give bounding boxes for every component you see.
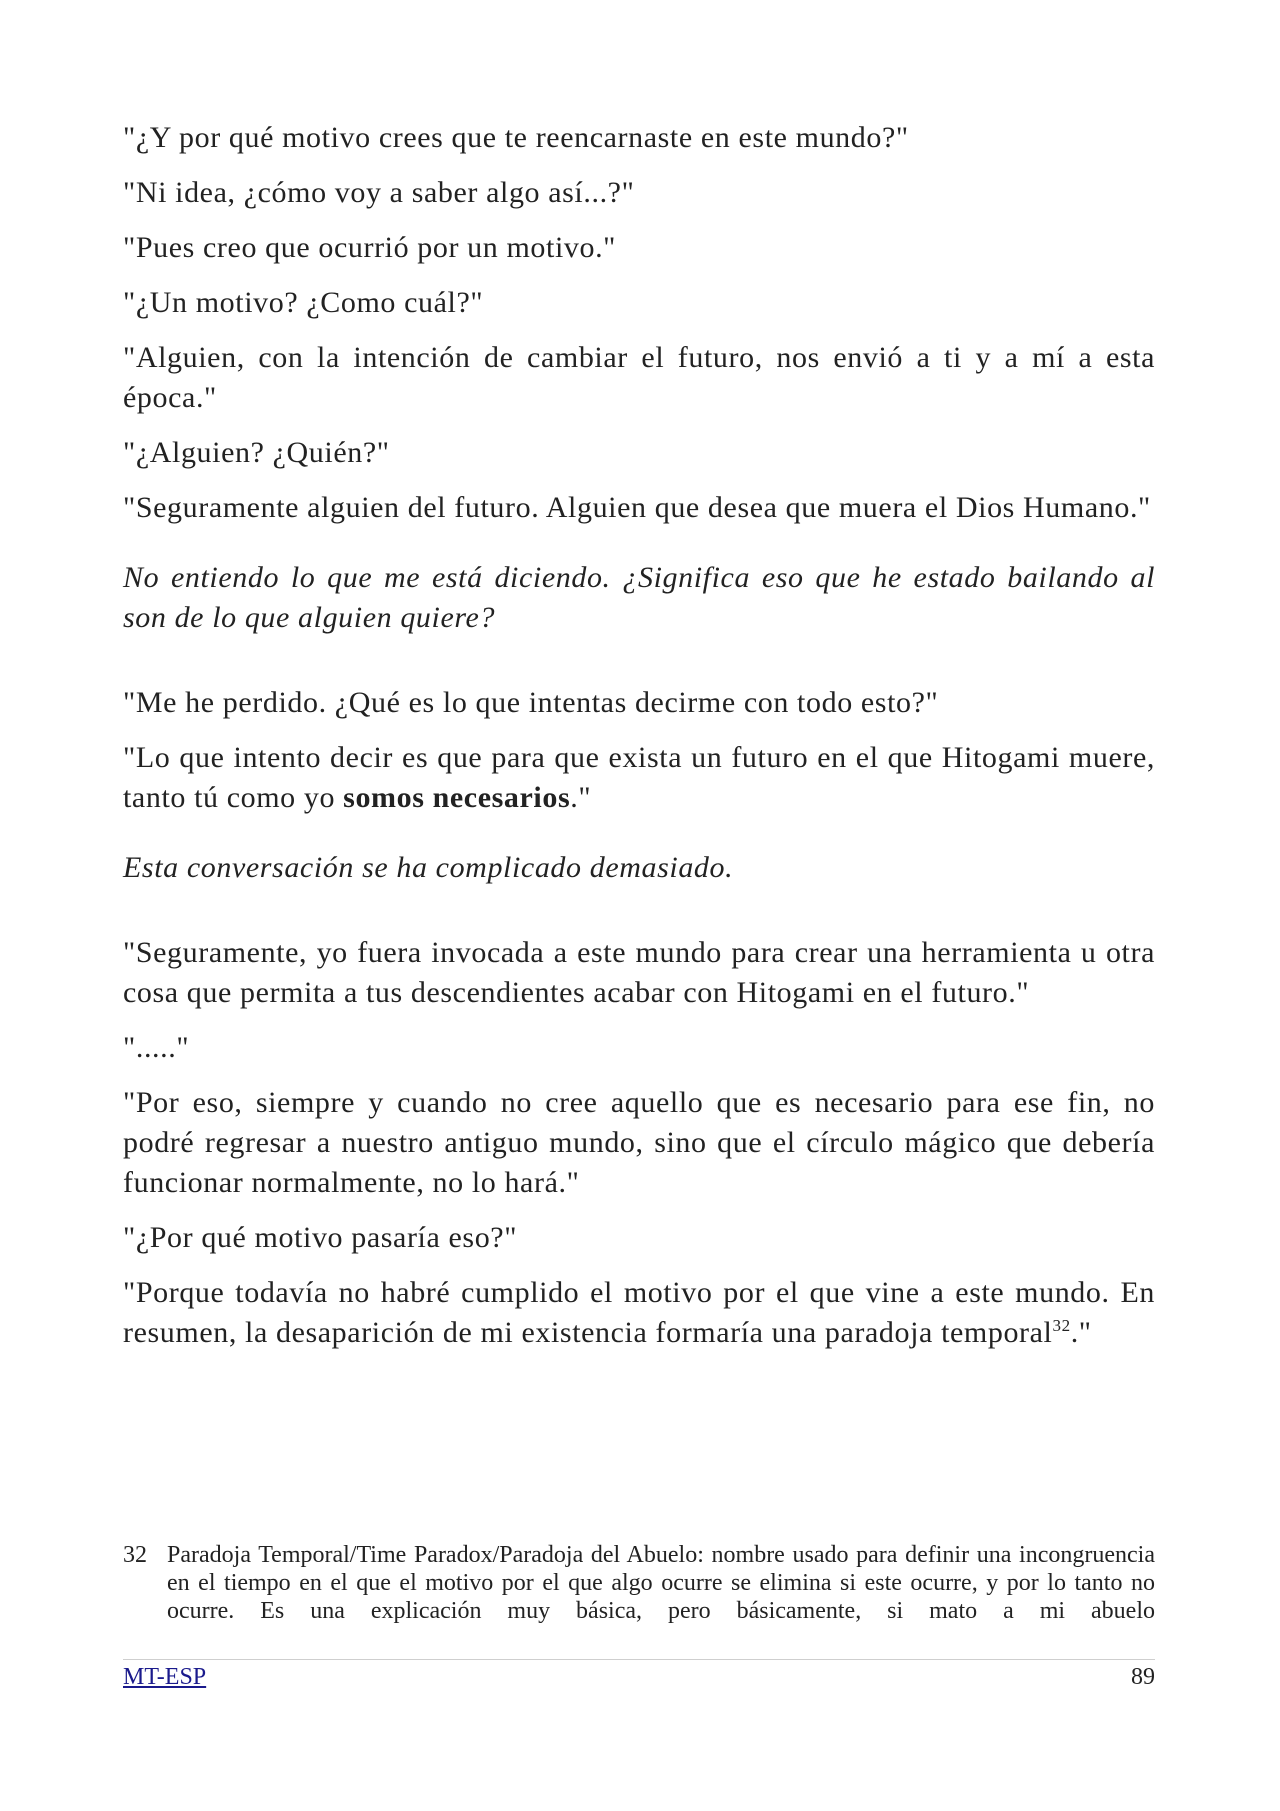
body-text xyxy=(123,118,1155,1368)
paragraph-16-end: ." xyxy=(1070,1316,1092,1349)
paragraph-5: "Alguien, con la intención de cambiar el futuro, nos envió a ti y a mí a esta época." xyxy=(123,341,1155,414)
paragraph-1: "¿Y por qué motivo crees que te reencarnaste en este mundo?" xyxy=(123,121,909,154)
paragraph-7: "Seguramente alguien del futuro. Alguien que desea que muera el Dios Humano." xyxy=(123,491,1151,524)
footer-link[interactable]: MT-ESP xyxy=(123,1664,207,1690)
italic-thought-1: No entiendo lo que me está diciendo. ¿Significa eso que he estado bailando al son de lo que alguien quiere? xyxy=(123,561,1155,634)
paragraph-4: "¿Un motivo? ¿Como cuál?" xyxy=(123,286,484,319)
paragraph-10-end: ." xyxy=(570,781,592,814)
paragraph-2: "Ni idea, ¿cómo voy a saber algo así...?" xyxy=(123,176,635,209)
footnote-number: 32 xyxy=(123,1542,147,1568)
paragraph-6: "¿Alguien? ¿Quién?" xyxy=(123,436,390,469)
page-footer xyxy=(123,1662,1155,1692)
paragraph-9: "Me he perdido. ¿Qué es lo que intentas decirme con todo esto?" xyxy=(123,686,939,719)
paragraph-16 xyxy=(123,1273,1155,1353)
paragraph-14: "Por eso, siempre y cuando no cree aquello que es necesario para ese fin, no podré regresar a nuestro antiguo mundo, sino que el círculo mágico que debería funcionar normalmente, no lo hará." xyxy=(123,1086,1155,1199)
paragraph-16-text: "Porque todavía no habré cumplido el motivo por el que vine a este mundo. En resumen, la desaparición de mi existencia formaría una paradoja temporal xyxy=(123,1276,1155,1349)
footnote-reference[interactable]: 32 xyxy=(1052,1316,1071,1335)
page-number: 89 xyxy=(1131,1664,1155,1690)
paragraph-10-text: "Lo que intento decir es que para que exista un futuro en el que Hitogami muere, tanto tú como yo xyxy=(123,741,1155,814)
paragraph-12: "Seguramente, yo fuera invocada a este mundo para crear una herramienta u otra cosa que permita a tus descendientes acabar con Hitogami en el futuro." xyxy=(123,936,1155,1009)
italic-thought-2: Esta conversación se ha complicado demasiado. xyxy=(123,851,734,884)
paragraph-10 xyxy=(123,738,1155,818)
paragraph-15: "¿Por qué motivo pasaría eso?" xyxy=(123,1221,518,1254)
bold-phrase: somos necesarios xyxy=(343,781,571,814)
paragraph-13: "....." xyxy=(123,1031,190,1064)
footer-divider xyxy=(123,1659,1155,1660)
footnote xyxy=(123,1541,1155,1625)
footnote-text: Paradoja Temporal/Time Paradox/Paradoja del Abuelo: nombre usado para definir una incongruencia en el tiempo en el que el motivo por el que algo ocurre se elimina si este ocurre, y por lo tanto no ocurre. Es una explicación muy básica, pero básicamente, si mato a mi abuelo xyxy=(167,1542,1155,1624)
paragraph-3: "Pues creo que ocurrió por un motivo." xyxy=(123,231,617,264)
